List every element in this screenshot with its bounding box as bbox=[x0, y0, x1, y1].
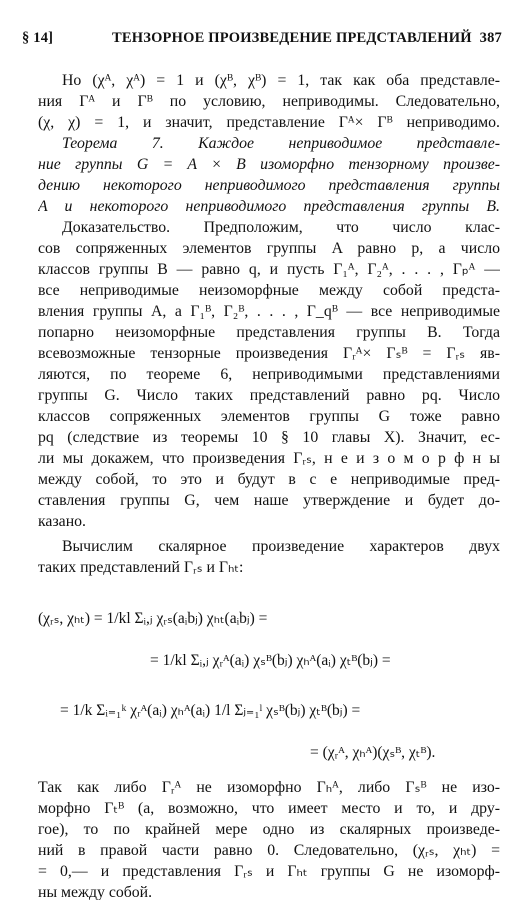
text-line: морфно Γₜᴮ (а, возможно, что имеет место и то, и дру- bbox=[38, 800, 500, 817]
text-line: попарно неизоморфные представления группы B. Тогда bbox=[38, 324, 500, 341]
text-line: казано. bbox=[38, 513, 86, 530]
text-line: ний в правой части равно 0. Следовательно, (χᵣₛ, χₕₜ) = bbox=[38, 842, 500, 859]
formula-line-1 bbox=[38, 608, 267, 630]
text-line: все неприводимые неизоморфные между собой предста- bbox=[38, 282, 500, 299]
text-line: классов сопряженных элементов группы G тоже равно bbox=[38, 408, 500, 425]
formula-line-4: = (χᵣᴬ, χₕᴬ)(χₛᴮ, χₜᴮ). bbox=[310, 744, 436, 761]
text-line: вления группы A, а Γ₁ᴮ, Γ₂ᴮ, . . . , Γ_qᴮ — все неприводимые bbox=[38, 303, 500, 320]
formula-line-2: = 1/kl Σᵢ,ⱼ χᵣᴬ(aᵢ) χₛᴮ(bⱼ) χₕᴬ(aᵢ) χₜᴮ(bⱼ) = bbox=[150, 652, 391, 669]
header-title: ТЕНЗОРНОЕ ПРОИЗВЕДЕНИЕ ПРЕДСТАВЛЕНИЙ bbox=[112, 30, 472, 46]
formula-line-3: = 1/k Σᵢ₌₁ᵏ χᵣᴬ(aᵢ) χₕᴬ(aᵢ) 1/l Σⱼ₌₁ˡ χₛᴮ(bⱼ) χₜᴮ(bⱼ) = bbox=[60, 702, 361, 719]
text-line: ставления группы G, чем наше утверждение и будет до- bbox=[38, 492, 500, 509]
text-line: сов сопряженных элементов группы A равно p, а число bbox=[38, 240, 500, 257]
text-line: = 0,— и представления Γᵣₛ и Γₕₜ группы G не изоморф- bbox=[38, 863, 500, 880]
running-header bbox=[22, 30, 502, 50]
text-line: Так как либо Γᵣᴬ не изоморфно Γₕᴬ, либо Γₛᴮ не изо- bbox=[38, 779, 500, 796]
text-line: Но (χᴬ, χᴬ) = 1 и (χᴮ, χᴮ) = 1, так как оба представле- bbox=[62, 72, 500, 89]
text-line: гое), то по крайней мере одно из скалярных произведе- bbox=[38, 821, 500, 838]
formula-lhs: (χᵣₛ, χₕₜ) = bbox=[38, 610, 103, 627]
text-line: ния Γᴬ и Γᴮ по условию, неприводимы. Следовательно, bbox=[38, 93, 500, 110]
theorem-line: ние группы G = A × B изоморфно тензорному произве- bbox=[38, 156, 500, 173]
text-line: группы G. Число таких представлений равно pq. Число bbox=[38, 387, 500, 404]
text-line: ны между собой. bbox=[38, 884, 153, 900]
theorem-line: дению некоторого неприводимого представления группы bbox=[38, 177, 500, 194]
text-line: между собой, то это и будут в с е неприводимые пред- bbox=[38, 471, 500, 488]
section-marker: § 14] bbox=[22, 30, 54, 46]
text-line: классов группы B — равно q, и пусть Γ₁ᴬ, Γ₂ᴬ, . . . , Γₚᴬ — bbox=[38, 261, 500, 278]
text-line: ляются, по теореме 6, неприводимыми представлениями bbox=[38, 366, 500, 383]
text-line: всевозможные тензорные произведения Γᵣᴬ× Γₛᴮ = Γᵣₛ яв- bbox=[38, 345, 500, 362]
text-line: pq (следствие из теоремы 10 § 10 главы X). Значит, ес- bbox=[38, 429, 500, 446]
text-line: таких представлений Γᵣₛ и Γₕₜ: bbox=[38, 559, 244, 576]
text-line: Вычислим скалярное произведение характеров двух bbox=[62, 538, 500, 555]
text-line: (χ, χ) = 1, и значит, представление Γᴬ× Γᴮ неприводимо. bbox=[38, 114, 500, 131]
page-number: 387 bbox=[479, 30, 502, 46]
theorem-line: Теорема 7. Каждое неприводимое представле- bbox=[62, 135, 500, 152]
theorem-line: A и некоторого неприводимого представления группы B. bbox=[38, 198, 500, 215]
proof-line: Доказательство. Предположим, что число клас- bbox=[62, 219, 500, 236]
formula-rhs: 1/kl Σᵢ,ⱼ χᵣₛ(aᵢbⱼ) χₕₜ(aᵢbⱼ) = bbox=[106, 610, 268, 627]
text-line: ли мы докажем, что произведения Γᵣₛ, н е и з о м о р ф н ы bbox=[38, 450, 500, 467]
